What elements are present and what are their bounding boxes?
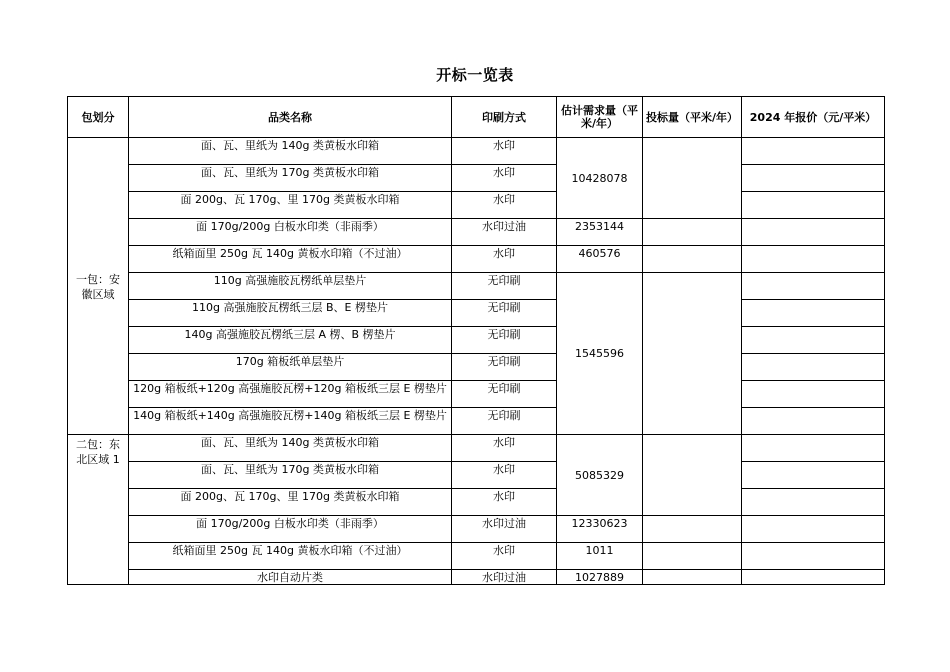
price-cell[interactable]	[742, 300, 885, 327]
product-cell: 面 170g/200g 白板水印类（非雨季）	[129, 219, 452, 246]
header-price: 2024 年报价（元/平米）	[742, 97, 885, 138]
table-row	[68, 516, 885, 543]
product-cell: 170g 箱板纸单层垫片	[129, 354, 452, 381]
table-row	[68, 408, 885, 435]
product-cell: 140g 箱板纸+140g 高强施胶瓦楞+140g 箱板纸三层 E 楞垫片	[129, 408, 452, 435]
price-cell[interactable]	[742, 435, 885, 462]
price-cell[interactable]	[742, 273, 885, 300]
table-row	[68, 192, 885, 219]
price-cell[interactable]	[742, 327, 885, 354]
header-demand: 估计需求量（平米/年）	[557, 97, 643, 138]
lot-2-cell: 二包：东北区域 1	[68, 435, 129, 585]
table-row	[68, 462, 885, 489]
product-cell: 110g 高强施胶瓦楞纸单层垫片	[129, 273, 452, 300]
demand-cell: 1545596	[557, 273, 643, 435]
header-lot: 包划分	[68, 97, 129, 138]
demand-cell: 1027889	[557, 570, 643, 585]
price-cell[interactable]	[742, 354, 885, 381]
product-cell: 面、瓦、里纸为 140g 类黄板水印箱	[129, 138, 452, 165]
print-cell: 水印	[452, 246, 557, 273]
print-cell: 水印过油	[452, 219, 557, 246]
bid-qty-cell[interactable]	[643, 543, 742, 570]
product-cell: 面、瓦、里纸为 170g 类黄板水印箱	[129, 462, 452, 489]
demand-cell: 460576	[557, 246, 643, 273]
print-cell: 无印刷	[452, 381, 557, 408]
print-cell: 无印刷	[452, 300, 557, 327]
price-cell[interactable]	[742, 219, 885, 246]
table-row	[68, 300, 885, 327]
table-row	[68, 246, 885, 273]
bid-qty-cell[interactable]	[643, 516, 742, 543]
bid-qty-cell[interactable]	[643, 138, 742, 219]
page-title: 开标一览表	[436, 66, 514, 84]
product-cell: 140g 高强施胶瓦楞纸三层 A 楞、B 楞垫片	[129, 327, 452, 354]
product-cell: 面 200g、瓦 170g、里 170g 类黄板水印箱	[129, 192, 452, 219]
product-cell: 面 200g、瓦 170g、里 170g 类黄板水印箱	[129, 489, 452, 516]
price-cell[interactable]	[742, 246, 885, 273]
table-row	[68, 165, 885, 192]
table-row	[68, 381, 885, 408]
print-cell: 水印过油	[452, 570, 557, 585]
product-cell: 面、瓦、里纸为 140g 类黄板水印箱	[129, 435, 452, 462]
product-cell: 纸箱面里 250g 瓦 140g 黄板水印箱（不过油）	[129, 246, 452, 273]
price-cell[interactable]	[742, 408, 885, 435]
table-row	[68, 570, 885, 585]
table-row	[68, 435, 885, 462]
bid-qty-cell[interactable]	[643, 219, 742, 246]
price-cell[interactable]	[742, 381, 885, 408]
bid-qty-cell[interactable]	[643, 570, 742, 585]
demand-cell: 5085329	[557, 435, 643, 516]
table-row	[68, 138, 885, 165]
price-cell[interactable]	[742, 543, 885, 570]
bid-qty-cell[interactable]	[643, 273, 742, 435]
print-cell: 水印	[452, 489, 557, 516]
demand-cell: 2353144	[557, 219, 643, 246]
table-header-row	[68, 97, 885, 138]
print-cell: 水印过油	[452, 516, 557, 543]
print-cell: 水印	[452, 435, 557, 462]
price-cell[interactable]	[742, 570, 885, 585]
bid-qty-cell[interactable]	[643, 435, 742, 516]
demand-cell: 12330623	[557, 516, 643, 543]
product-cell: 面、瓦、里纸为 170g 类黄板水印箱	[129, 165, 452, 192]
print-cell: 水印	[452, 138, 557, 165]
print-cell: 无印刷	[452, 273, 557, 300]
bid-summary-table	[67, 96, 885, 585]
table-row	[68, 219, 885, 246]
product-cell: 120g 箱板纸+120g 高强施胶瓦楞+120g 箱板纸三层 E 楞垫片	[129, 381, 452, 408]
price-cell[interactable]	[742, 516, 885, 543]
print-cell: 水印	[452, 192, 557, 219]
demand-cell: 10428078	[557, 138, 643, 219]
print-cell: 水印	[452, 165, 557, 192]
price-cell[interactable]	[742, 489, 885, 516]
product-cell: 面 170g/200g 白板水印类（非雨季）	[129, 516, 452, 543]
print-cell: 无印刷	[452, 408, 557, 435]
price-cell[interactable]	[742, 165, 885, 192]
price-cell[interactable]	[742, 192, 885, 219]
product-cell: 水印自动片类	[129, 570, 452, 585]
header-bid-qty: 投标量（平米/年）	[643, 97, 742, 138]
table-row	[68, 273, 885, 300]
print-cell: 水印	[452, 462, 557, 489]
table-row	[68, 489, 885, 516]
bid-qty-cell[interactable]	[643, 246, 742, 273]
product-cell: 110g 高强施胶瓦楞纸三层 B、E 楞垫片	[129, 300, 452, 327]
price-cell[interactable]	[742, 462, 885, 489]
table-row	[68, 543, 885, 570]
table-row	[68, 354, 885, 381]
header-product: 品类名称	[129, 97, 452, 138]
demand-cell: 1011	[557, 543, 643, 570]
print-cell: 无印刷	[452, 327, 557, 354]
product-cell: 纸箱面里 250g 瓦 140g 黄板水印箱（不过油）	[129, 543, 452, 570]
lot-1-cell: 一包：安徽区域	[68, 138, 129, 435]
header-print: 印刷方式	[452, 97, 557, 138]
price-cell[interactable]	[742, 138, 885, 165]
print-cell: 水印	[452, 543, 557, 570]
table-row	[68, 327, 885, 354]
print-cell: 无印刷	[452, 354, 557, 381]
